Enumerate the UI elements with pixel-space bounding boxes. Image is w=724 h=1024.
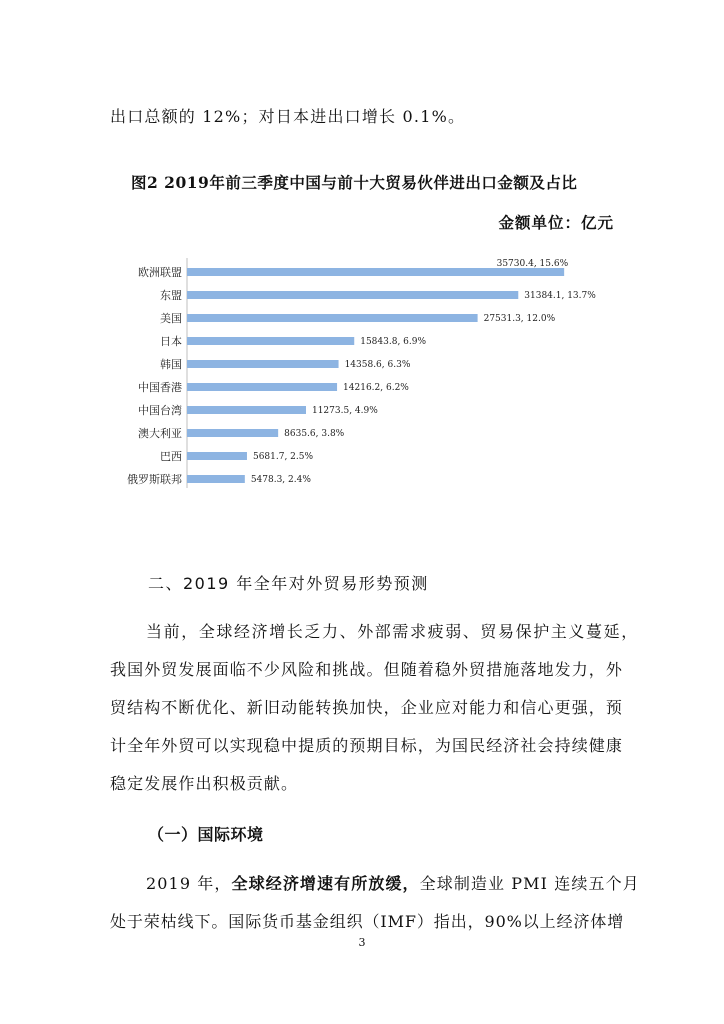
paragraph-line: 当前，全球经济增长乏力、外部需求疲弱、贸易保护主义蔓延， — [146, 622, 639, 641]
bar — [187, 337, 354, 345]
bar — [187, 268, 564, 276]
paragraph-line — [146, 871, 640, 894]
bar — [187, 406, 306, 414]
bar — [187, 429, 278, 437]
data-label: 14358.6, 6.3% — [344, 360, 411, 370]
bar — [187, 360, 339, 368]
data-label: 11273.5, 4.9% — [311, 406, 378, 416]
data-label: 8635.6, 3.8% — [284, 429, 345, 439]
bar — [187, 475, 245, 483]
category-label: 俄罗斯联邦 — [127, 473, 182, 486]
category-label: 中国香港 — [138, 381, 182, 394]
bold-text-run: 全球经济增速有所放缓， — [231, 874, 420, 893]
category-label: 中国台湾 — [138, 404, 182, 417]
category-label: 欧洲联盟 — [138, 266, 182, 279]
paragraph-line: 计全年外贸可以实现稳中提质的预期目标，为国民经济社会持续健康 — [110, 736, 624, 755]
category-label: 美国 — [160, 312, 182, 325]
paragraph-line: 稳定发展作出积极贡献。 — [110, 774, 299, 793]
bar — [187, 291, 518, 299]
category-label: 巴西 — [160, 450, 182, 463]
data-label: 5681.7, 2.5% — [252, 452, 314, 462]
bar — [187, 314, 478, 322]
data-label: 31384.1, 13.7% — [524, 291, 596, 301]
data-label: 27531.3, 12.0% — [483, 314, 556, 324]
section-heading: 二、2019 年全年对外贸易形势预测 — [148, 574, 429, 593]
page-number: 3 — [358, 936, 366, 949]
figure-unit-label: 金额单位：亿元 — [498, 213, 614, 232]
category-label: 东盟 — [160, 289, 182, 302]
category-label: 韩国 — [160, 358, 182, 371]
figure-title: 图2 2019年前三季度中国与前十大贸易伙伴进出口金额及占比 — [131, 173, 578, 192]
text-run: 全球制造业 PMI 连续五个月 — [419, 874, 640, 893]
body-text-line: 出口总额的 12%；对日本进出口增长 0.1%。 — [110, 107, 466, 126]
paragraph-line: 我国外贸发展面临不少风险和挑战。但随着稳外贸措施落地发力，外 — [110, 660, 624, 679]
bar — [187, 452, 247, 460]
subsection-heading: （一）国际环境 — [148, 825, 264, 844]
data-label: 15843.8, 6.9% — [360, 337, 427, 347]
text-run: 2019 年， — [146, 874, 232, 893]
category-label: 日本 — [160, 335, 182, 348]
bar — [187, 383, 337, 391]
paragraph-line: 贸结构不断优化、新旧动能转换加快，企业应对能力和信心更强，预 — [110, 698, 624, 717]
paragraph-line: 处于荣枯线下。国际货币基金组织（IMF）指出，90%以上经济体增 — [110, 912, 625, 931]
data-label: 35730.4, 15.6% — [496, 259, 569, 269]
data-label: 5478.3, 2.4% — [250, 475, 311, 485]
data-label: 14216.2, 6.2% — [343, 383, 409, 393]
category-label: 澳大利亚 — [138, 427, 182, 440]
bar-chart — [108, 250, 628, 490]
